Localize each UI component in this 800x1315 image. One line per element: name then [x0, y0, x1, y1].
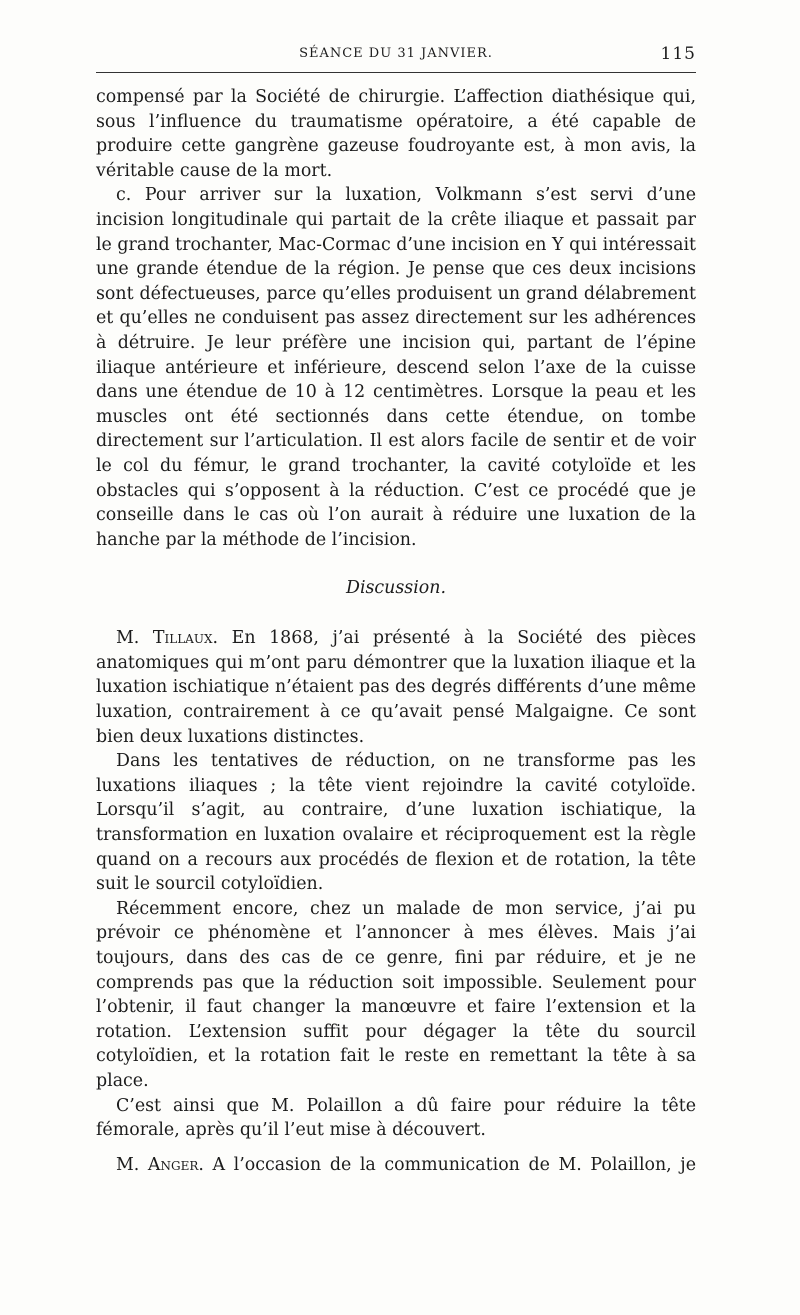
paragraph-tillaux-1: [96, 626, 696, 749]
book-page: [96, 46, 696, 1177]
paragraph-gap: [96, 1143, 696, 1153]
paragraph-continued: compensé par la Société de chirurgie. L’affection diathésique qui, sous l’influence du traumatisme opératoire, a été capable de produire cette gangrène gazeuse foudroyante est, à mon avis, la véritable cause de la mort.: [96, 87, 696, 181]
section-heading: Discussion.: [346, 578, 446, 599]
speaker-name: M. Tillaux.: [116, 628, 219, 649]
paragraph-tillaux-3: Récemment encore, chez un malade de mon service, j’ai pu prévoir ce phénomène et l’annoncer à mes élèves. Mais j’ai toujours, dans des cas de ce genre, fini par réduire, et je ne comprends pas que la réduction soit impossible. Seulement pour l’obtenir, il faut changer la manœuvre et faire l’extension et la rotation. L’extension suffit pour dégager la tête du sourcil cotyloïdien, et la rotation fait le reste en remettant la tête à sa place.: [96, 898, 696, 1091]
header-rule: [96, 72, 696, 73]
paragraph-point-c: c. Pour arriver sur la luxation, Volkmann s’est servi d’une incision longitudinale qui partait de la crête iliaque et passait par le grand trochanter, Mac-Cormac d’une incision en Y qui intéressait une grande étendue de la région. Je pense que ces deux incisions sont défectueuses, parce qu’elles produisent un grand délabrement et qu’elles ne conduisent pas assez directement sur les adhérences à détruire. Je leur préfère une incision qui, partant de l’épine iliaque antérieure et inférieure, descend selon l’axe de la cuisse dans une étendue de 10 à 12 centimètres. Lorsque la peau et les muscles ont été sectionnés dans cette étendue, on tombe directement sur l’articulation. Il est alors facile de sentir et de voir le col du fémur, le grand trochanter, la cavité cotyloïde et les obstacles qui s’opposent à la réduction. C’est ce procédé que je conseille dans le cas où l’on aurait à réduire une luxation de la hanche par la méthode de l’incision.: [96, 185, 696, 550]
paragraph-tillaux-4: C’est ainsi que M. Polaillon a dû faire pour réduire la tête fémorale, après qu’il l’eut mise à découvert.: [96, 1095, 696, 1141]
paragraph-anger-1: [96, 1153, 696, 1178]
page-number: 115: [660, 44, 696, 64]
paragraph-text: En 1868, j’ai présenté à la Société des pièces anatomiques qui m’ont paru démontrer que la luxation iliaque et la luxation ischiatique n’étaient pas des degrés différents d’une même luxation, contrairement à ce qu’avait pensé Malgaigne. Ce sont bien deux luxations distinctes.: [96, 628, 696, 747]
running-head-title: SÉANCE DU 31 JANVIER.: [299, 46, 493, 61]
paragraph-text: A l’occasion de la communication de M. Polaillon, je: [212, 1154, 696, 1175]
running-head: [96, 46, 696, 70]
speaker-name: M. Anger.: [116, 1154, 204, 1175]
paragraph-tillaux-2: Dans les tentatives de réduction, on ne transforme pas les luxations iliaques ; la tête vient rejoindre la cavité cotyloïde. Lorsqu’il s’agit, au contraire, d’une luxation ischiatique, la transformation en luxation ovalaire et réciproquement est la règle quand on a recours aux procédés de flexion et de rotation, la tête suit le sourcil cotyloïdien.: [96, 751, 696, 895]
